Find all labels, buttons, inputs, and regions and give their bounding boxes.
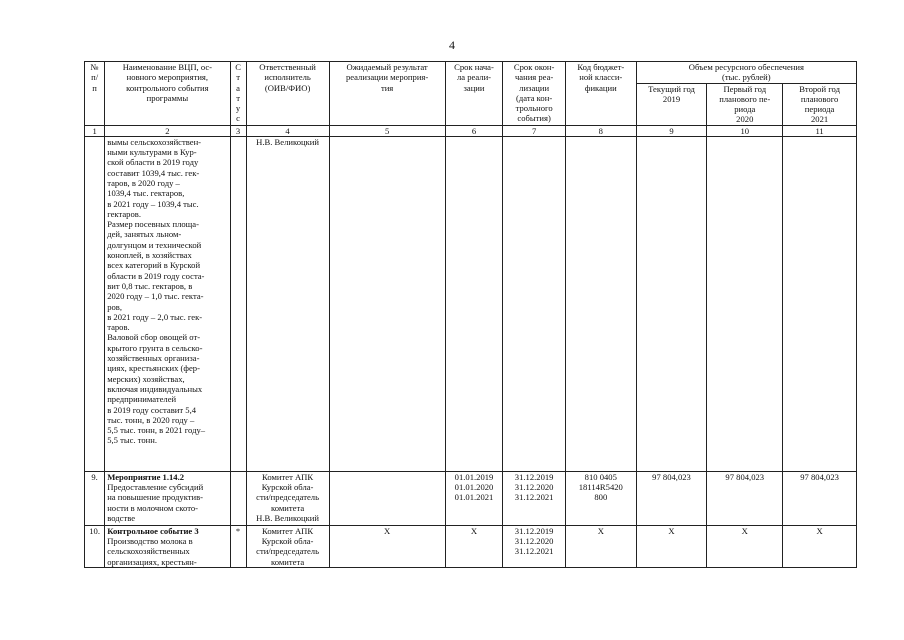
table-row bbox=[85, 136, 857, 471]
header-second-year: Второй год планового периода 2021 bbox=[783, 83, 857, 125]
cell-status bbox=[230, 136, 246, 471]
header-end: Срок окон- чания реа- лизации (дата кон- трольного события) bbox=[503, 62, 566, 126]
cell-start: Х bbox=[445, 525, 503, 567]
cell-2021: 97 804,023 bbox=[783, 471, 857, 525]
header-budget-code: Код бюджет- ной класси- фикации bbox=[565, 62, 636, 126]
measure-title: Мероприятие 1.14.2 bbox=[107, 471, 185, 482]
header-status: С т а т у с bbox=[230, 62, 246, 126]
cell-num: 9. bbox=[85, 471, 105, 525]
cell-2021: Х bbox=[783, 525, 857, 567]
column-number: 11 bbox=[783, 125, 857, 136]
cell-name bbox=[105, 471, 230, 525]
column-number: 4 bbox=[246, 125, 329, 136]
event-title: Контрольное событие 3 bbox=[107, 525, 199, 536]
cell-executor: Н.В. Великоцкий bbox=[246, 136, 329, 471]
header-num: № п/ п bbox=[85, 62, 105, 126]
column-number: 6 bbox=[445, 125, 503, 136]
column-number: 3 bbox=[230, 125, 246, 136]
table-row bbox=[85, 525, 857, 567]
cell-2019: 97 804,023 bbox=[636, 471, 707, 525]
cell-result: Х bbox=[329, 525, 445, 567]
cell-2019 bbox=[636, 136, 707, 471]
header-resources: Объем ресурсного обеспечения (тыс. рублей) bbox=[636, 62, 856, 84]
header-current-year: Текущий год 2019 bbox=[636, 83, 707, 125]
cell-result bbox=[329, 471, 445, 525]
cell-num bbox=[85, 136, 105, 471]
cell-2020: Х bbox=[707, 525, 783, 567]
cell-result bbox=[329, 136, 445, 471]
cell-budget-code bbox=[565, 136, 636, 471]
cell-num: 10. bbox=[85, 525, 105, 567]
header-first-year: Первый год планового пе- риода 2020 bbox=[707, 83, 783, 125]
column-number: 10 bbox=[707, 125, 783, 136]
cell-executor: Комитет АПК Курской обла- сти/председатель комитета Н.В. Великоцкий bbox=[246, 471, 329, 525]
program-plan-table bbox=[84, 61, 857, 568]
header-result: Ожидаемый результат реализации мероприя- тия bbox=[329, 62, 445, 126]
header-start: Срок нача- ла реали- зации bbox=[445, 62, 503, 126]
cell-end: 31.12.2019 31.12.2020 31.12.2021 bbox=[503, 471, 566, 525]
column-number: 8 bbox=[565, 125, 636, 136]
page-number: 4 bbox=[449, 38, 455, 52]
cell-start bbox=[445, 136, 503, 471]
header-executor: Ответственный исполнитель (ОИВ/ФИО) bbox=[246, 62, 329, 126]
cell-start: 01.01.2019 01.01.2020 01.01.2021 bbox=[445, 471, 503, 525]
column-number: 7 bbox=[503, 125, 566, 136]
column-number: 5 bbox=[329, 125, 445, 136]
column-number: 1 bbox=[85, 125, 105, 136]
cell-end bbox=[503, 136, 566, 471]
cell-2020 bbox=[707, 136, 783, 471]
cell-end: 31.12.2019 31.12.2020 31.12.2021 bbox=[503, 525, 566, 567]
event-description: Производство молока в сельскохозяйственных организациях, крестьян- bbox=[107, 536, 197, 567]
cell-status bbox=[230, 471, 246, 525]
cell-executor: Комитет АПК Курской обла- сти/председатель комитета bbox=[246, 525, 329, 567]
cell-2021 bbox=[783, 136, 857, 471]
table-row bbox=[85, 471, 857, 525]
column-number: 2 bbox=[105, 125, 230, 136]
cell-budget-code: Х bbox=[565, 525, 636, 567]
column-number: 9 bbox=[636, 125, 707, 136]
measure-description: Предоставление субсидий на повышение продуктив- ности в молочном ското- водстве bbox=[107, 482, 204, 523]
cell-name: вымы сельскохозяйствен- ными культурами в Кур- ской области в 2019 году составит 1039,4 тыс. гек- таров, в 2020 году – 1039,4 тыс. гектаров, в 2021 году – 1039,4 тыс. гектаров. Размер посевных площа- дей, занятых льном- долгунцом и технической коноплей, в хозяйствах всех категорий в Курской области в 2019 году состa- вит 0,8 тыс. гектаров, в 2020 году – 1,0 тыс. гекта- ров, в 2021 году – 2,0 тыс. гек- таров. Валовой сбор овощей от- крытого грунта в сельско- хозяйственных организа- циях, крестьянских (фер- мерских) хозяйствах, включая индивидуальных предпринимателей в 2019 году составит 5,4 тыс. тонн, в 2020 году – 5,5 тыс. тонн, в 2021 году– 5,5 тыс. тонн. bbox=[105, 136, 230, 471]
header-row bbox=[85, 62, 857, 84]
cell-2019: Х bbox=[636, 525, 707, 567]
cell-status: * bbox=[230, 525, 246, 567]
cell-name bbox=[105, 525, 230, 567]
column-number-row bbox=[85, 125, 857, 136]
cell-budget-code: 810 0405 18114R5420 800 bbox=[565, 471, 636, 525]
cell-2020: 97 804,023 bbox=[707, 471, 783, 525]
header-name: Наименование ВЦП, ос- новного мероприятия, контрольного события программы bbox=[105, 62, 230, 126]
